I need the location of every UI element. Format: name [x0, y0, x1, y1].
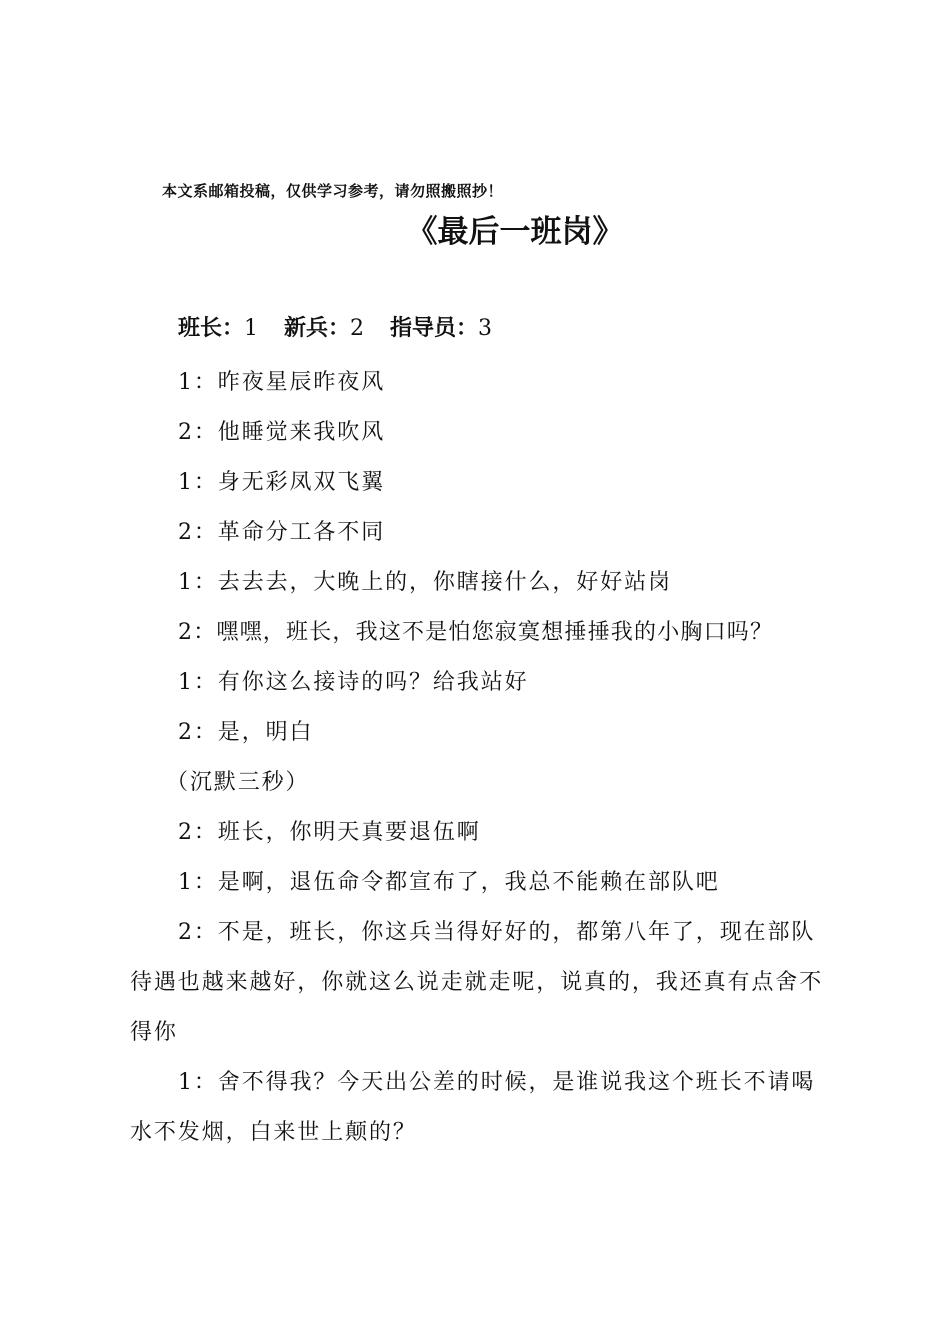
dialogue-line: 1：去去去，大晚上的，你瞎接什么，好好站岗	[178, 570, 672, 595]
role-instructor: 指导员：3	[390, 316, 493, 341]
role-squad-leader: 班长：1	[178, 316, 259, 341]
dialogue-line: 1：是啊，退伍命令都宣布了，我总不能赖在部队吧	[178, 870, 720, 895]
dialogue-line: 1：昨夜星辰昨夜风	[178, 370, 386, 395]
dialogue-line: 2：班长，你明天真要退伍啊	[178, 820, 481, 845]
submission-notice: 本文系邮箱投稿，仅供学习参考，请勿照搬照抄！	[162, 182, 504, 200]
dialogue-line: 2：是，明白	[178, 720, 314, 745]
dialogue-paragraph: 1：舍不得我？今天出公差的时候，是谁说我这个班长不请喝水不发烟，白来世上颠的？	[130, 1070, 816, 1145]
stage-direction: （沉默三秒）	[166, 770, 310, 795]
role-recruit: 新兵：2	[284, 316, 365, 341]
dialogue-paragraph: 2：不是，班长，你这兵当得好好的，都第八年了，现在部队待遇也越来越好，你就这么说走就走呢，说真的，我还真有点舍不得你	[130, 920, 824, 1045]
dialogue-line: 1：身无彩凤双飞翼	[178, 470, 386, 495]
script-body	[130, 308, 834, 1158]
dialogue-line: 2：嘿嘿，班长，我这不是怕您寂寞想捶捶我的小胸口吗？	[178, 620, 774, 645]
document-title: 《最后一班岗》	[406, 214, 624, 250]
dialogue-line: 1：有你这么接诗的吗？给我站好	[178, 670, 529, 695]
role-list	[130, 308, 834, 358]
dialogue-line: 2：他睡觉来我吹风	[178, 420, 386, 445]
dialogue-line: 2：革命分工各不同	[178, 520, 386, 545]
